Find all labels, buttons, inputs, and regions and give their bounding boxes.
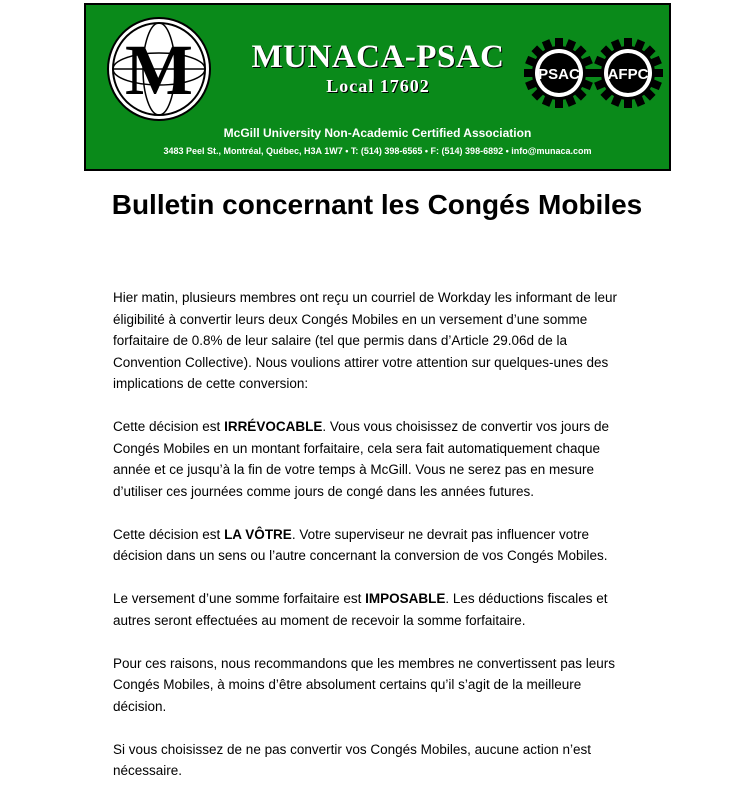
paragraph-text: . Les déductions fiscales et autres seront effectuées au moment de recevoir la somme forfaitaire. xyxy=(113,591,608,628)
paragraph-recommendation xyxy=(113,653,638,718)
afpc-badge-icon xyxy=(593,38,663,108)
paragraph-text: Si vous choisissez de ne pas convertir vos Congés Mobiles, aucune action n’est nécessaire. xyxy=(113,741,592,778)
org-local: Local 17602 xyxy=(326,76,430,96)
paragraph-text: Le versement d’une somme forfaitaire est xyxy=(113,591,366,606)
header-banner xyxy=(84,3,671,171)
org-name: MUNACA-PSAC xyxy=(251,39,505,75)
paragraph-text: Cette décision est xyxy=(113,526,225,542)
emphasis-text: LA VÔTRE xyxy=(224,526,292,542)
emphasis-text: IRRÉVOCABLE xyxy=(224,419,323,434)
paragraph-yours xyxy=(113,524,638,567)
paragraph-intro xyxy=(113,287,638,395)
document-body xyxy=(113,287,638,803)
association-name: McGill University Non-Academic Certified Association xyxy=(223,126,532,140)
paragraph-taxable xyxy=(113,588,638,631)
munaca-logo-icon xyxy=(106,16,212,122)
paragraph-text: Hier matin, plusieurs membres ont reçu un courriel de Workday les informant de leur éligibilité à convertir leurs deux Congés Mobiles en un versement d’une somme forfaitaire de 0.8% de leur salaire (tel que permis dans d’Article 29.06d de la Convention Collective). Nous voulions attirer votre attention sur quelques-unes des implications de cette conversion: xyxy=(113,290,617,391)
psac-label: PSAC xyxy=(538,66,580,83)
paragraph-text: . Votre superviseur ne devrait pas influencer votre décision dans un sens ou l’autre concernant la conversion de vos Congés Mobiles. xyxy=(113,526,608,563)
paragraph-irrevocable xyxy=(113,416,638,502)
psac-badge-icon xyxy=(524,38,594,108)
contact-info: 3483 Peel St., Montréal, Québec, H3A 1W7 • T: (514) 398-6565 • F: (514) 398-6892 • info@munaca.com xyxy=(163,146,592,156)
paragraph-text: Pour ces raisons, nous recommandons que les membres ne convertissent pas leurs Congés Mobiles, à moins d’être absolument certains qu’il s’agit de la meilleure décision. xyxy=(113,655,615,714)
paragraph-text: Cette décision est xyxy=(113,419,225,434)
paragraph-no-action xyxy=(113,739,638,782)
afpc-label: AFPC xyxy=(607,66,649,83)
emphasis-text: IMPOSABLE xyxy=(365,591,446,606)
logo-letter: M xyxy=(125,30,193,110)
paragraph-text: . Vous vous choisissez de convertir vos jours de Congés Mobiles en un montant forfaitaire, cela sera fait automatiquement chaque année et ce jusqu’à la fin de votre temps à McGill. Vous ne serez pas en mesure d’utiliser ces journées comme jours de congé dans les années futures. xyxy=(113,419,609,499)
document-title: Bulletin concernant les Congés Mobiles xyxy=(111,189,643,220)
